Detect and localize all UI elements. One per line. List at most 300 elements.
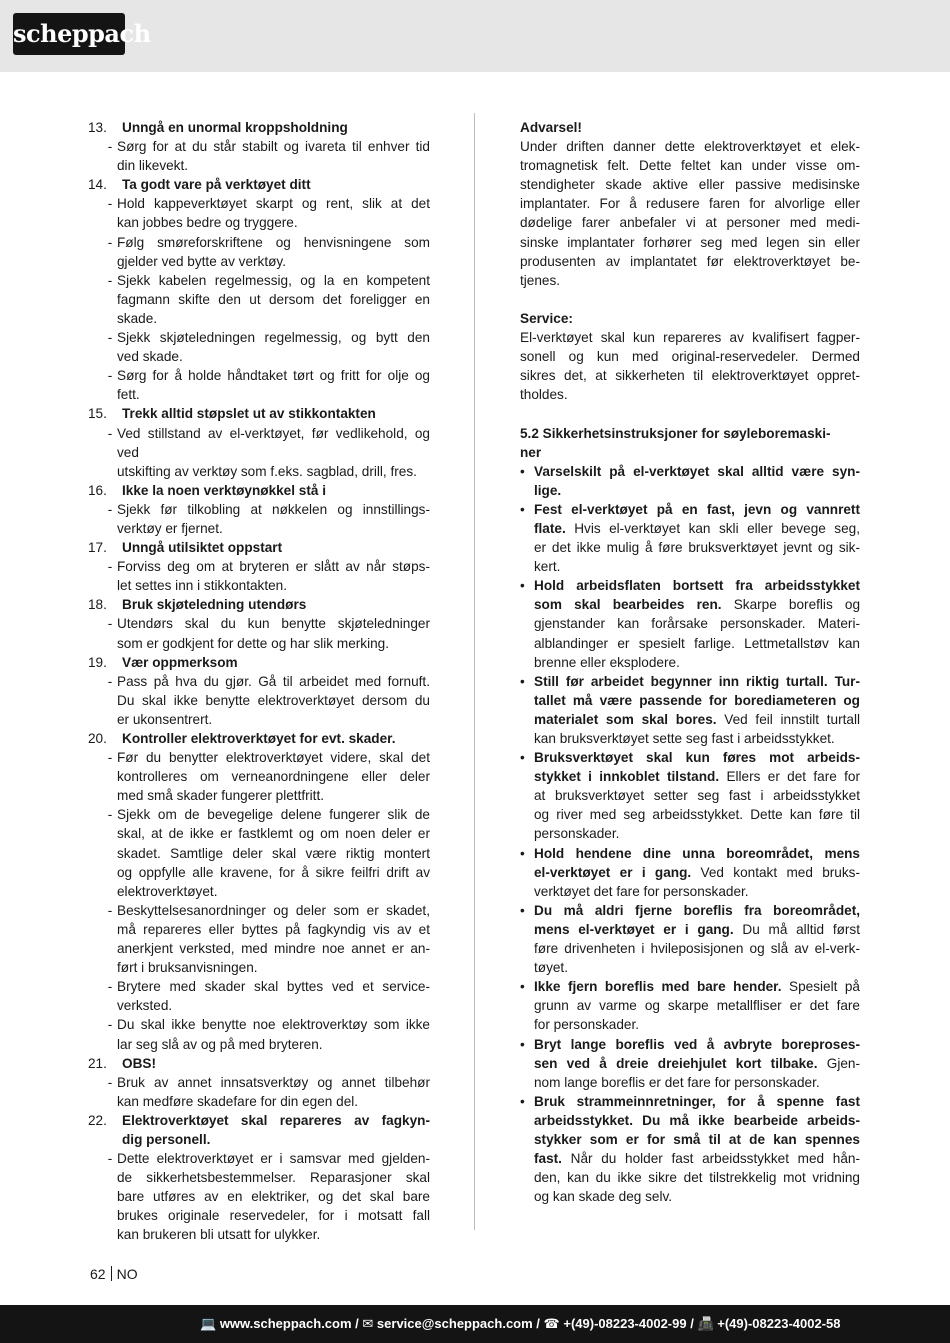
dash-marker	[88, 366, 117, 385]
bullet-marker	[520, 481, 534, 500]
list-item	[88, 500, 430, 519]
bullet-continuation	[520, 767, 860, 786]
bullet-text	[534, 1149, 860, 1168]
bullet-item	[520, 748, 860, 767]
right-column	[520, 118, 860, 1206]
bullet-text	[534, 824, 860, 843]
bullet-marker: •	[520, 463, 525, 479]
dash-marker	[88, 805, 117, 824]
bullet-marker	[520, 767, 534, 786]
list-item-continuation: utskifting av verktøy som f.eks. sagblad, drill, fres.	[117, 463, 417, 479]
bullet-text	[534, 691, 860, 710]
bullet-marker: •	[520, 1093, 525, 1109]
bullet-item	[520, 1035, 860, 1054]
dash-marker	[88, 271, 117, 290]
header-bar	[0, 0, 950, 72]
bullet-continuation	[520, 729, 860, 748]
bold-text: Varselskilt på el-verktøyet skal alltid være syn-	[534, 463, 860, 479]
bullet-marker	[520, 1015, 534, 1034]
text-line	[520, 118, 860, 137]
bullet-marker: •	[520, 578, 525, 594]
section-heading	[88, 118, 430, 137]
bullet-marker	[520, 939, 534, 958]
bold-text: Du må aldri fjerne boreflis fra boreområdet,	[534, 902, 860, 918]
web-icon: 💻	[200, 1316, 217, 1331]
bullet-marker	[520, 824, 534, 843]
list-item-continuation: brukes originale reservedeler, for i motsatt fall	[117, 1208, 430, 1224]
bullet-continuation	[520, 805, 860, 824]
bullet-text	[534, 1054, 860, 1073]
bullet-text	[534, 710, 860, 729]
dash-marker	[88, 328, 117, 347]
footer-phone: +(49)-08223-4002-99 /	[563, 1316, 694, 1331]
bold-text: ner	[520, 444, 542, 460]
bullet-continuation	[520, 1130, 860, 1149]
section-heading-text: Vær oppmerksom	[122, 654, 238, 670]
list-item-text: Sørg for at du står stabilt og ivareta til enhver tid	[117, 139, 430, 155]
mail-icon: ✉	[362, 1316, 374, 1331]
dash-marker	[88, 233, 117, 252]
list-item	[88, 328, 430, 347]
dash-glyph: -	[107, 368, 113, 384]
list-item-continuation: verktøy er fjernet.	[117, 520, 223, 536]
list-item-continuation: er ukonsentrert.	[117, 711, 213, 727]
scheppach-logo: scheppach	[13, 13, 125, 55]
dash-glyph: -	[107, 330, 113, 346]
section-heading-text: OBS!	[122, 1055, 156, 1071]
dash-marker	[88, 500, 117, 519]
regular-text: dødelige farer anbefaler vi at personer med medi-	[520, 215, 860, 231]
bullet-item	[520, 672, 860, 691]
section-heading	[88, 729, 430, 748]
bold-text: Fest el-verktøyet på en fast, jevn og vannrett	[534, 501, 860, 517]
list-item	[88, 557, 430, 576]
bullet-marker: •	[520, 1036, 525, 1052]
regular-text: og kan skade deg selv.	[534, 1189, 673, 1205]
regular-text: nom lange boreflis er det fare for personskader.	[534, 1074, 820, 1090]
list-item-continuation: din likevekt.	[117, 158, 189, 174]
section-number: 13.	[88, 120, 107, 135]
regular-text: kert.	[534, 559, 561, 575]
bold-text: Bruk strammeinnretninger, for å spenne fast	[534, 1093, 860, 1109]
bullet-continuation	[520, 863, 860, 882]
bullet-marker: •	[520, 750, 525, 766]
regular-text: alblandinger er spesielt farlige. Lettmetallstøv kan	[534, 635, 860, 651]
bullet-marker: •	[520, 902, 525, 918]
bullet-marker: •	[520, 501, 525, 517]
list-item-continuation: lar seg slå av og på med bryteren.	[117, 1036, 323, 1052]
text-line	[520, 194, 860, 213]
bold-text: flate.	[534, 520, 566, 536]
bullet-text	[534, 576, 860, 595]
bullet-text	[534, 1168, 860, 1187]
bullet-marker	[520, 1187, 534, 1206]
regular-text: føre drivenheten i hvileposisjonen og slå av el-verk-	[534, 941, 860, 957]
bullet-marker	[520, 805, 534, 824]
dash-glyph: -	[107, 673, 113, 689]
list-item-text: Ved stillstand av el-verktøyet, før vedlikehold, og ved	[117, 425, 430, 460]
list-item-continuation: let settes inn i stikkontakten.	[117, 578, 288, 594]
bullet-marker	[520, 1149, 534, 1168]
list-item-continuation: de sikkerhetsbestemmelser. Reparasjoner skal	[117, 1170, 430, 1186]
regular-text: Gjen-	[817, 1055, 860, 1071]
text-line	[520, 233, 860, 252]
paragraph-gap	[520, 290, 860, 309]
regular-text: El-verktøyet skal kun repareres av kvalifisert fagper-	[520, 330, 860, 346]
fax-icon: 📠	[697, 1316, 714, 1331]
list-item-continuation: elektroverktøyet.	[117, 883, 218, 899]
bold-text: Advarsel!	[520, 120, 582, 135]
bullet-continuation	[520, 1168, 860, 1187]
section-heading-text: Unngå en unormal kroppsholdning	[122, 120, 348, 135]
bullet-text	[534, 614, 860, 633]
regular-text: den, kan du ikke sikre det tilstrekkelig mot vridning	[534, 1170, 860, 1186]
list-item-continuation: skadet. Samtlige deler skal være riktig montert	[117, 845, 430, 861]
dash-marker	[88, 194, 117, 213]
text-line	[520, 424, 860, 443]
section-heading-text: Elektroverktøyet skal repareres av fagkyn-	[122, 1112, 430, 1128]
section-number: 20.	[88, 731, 107, 746]
regular-text: sikres det, at sikkerheten til elektroverktøyet oppret-	[520, 368, 860, 384]
bullet-marker	[520, 1111, 534, 1130]
text-line	[520, 271, 860, 290]
list-item-text: Sjekk om de bevegelige delene fungerer slik de	[117, 807, 430, 823]
dash-marker	[88, 748, 117, 767]
bullet-text	[534, 901, 860, 920]
bullet-marker	[520, 920, 534, 939]
bullet-marker	[520, 519, 534, 538]
bullet-text	[534, 844, 860, 863]
bullet-text	[534, 538, 860, 557]
bold-text: Bryt lange boreflis ved å avbryte boreproses-	[534, 1036, 860, 1052]
bullet-text	[534, 1111, 860, 1130]
page-language: NO	[116, 1266, 138, 1282]
list-item	[88, 1015, 430, 1034]
list-item-continuation: skal, at de ikke er fastklemt og om noen deler er	[117, 826, 430, 842]
text-line	[520, 347, 860, 366]
bullet-marker	[520, 863, 534, 882]
regular-text: Under driften danner dette elektroverktøyet et elek-	[520, 139, 860, 155]
bullet-text	[534, 729, 860, 748]
list-item-text: Du skal ikke benytte noe elektroverktøy som ikke	[117, 1017, 430, 1033]
bullet-marker	[520, 786, 534, 805]
page-number-separator	[111, 1266, 112, 1281]
footer-website[interactable]: www.scheppach.com /	[219, 1316, 359, 1331]
list-item-continuation: kontrolleres om verneanordningene eller deler	[117, 769, 430, 785]
dash-glyph: -	[107, 234, 113, 250]
section-heading	[88, 1130, 430, 1149]
bullet-item	[520, 576, 860, 595]
text-line	[520, 385, 860, 404]
regular-text: tjenes.	[520, 272, 561, 288]
section-number: 15.	[88, 406, 107, 422]
list-item-continuation: gjelder ved bytte av verktøy.	[117, 253, 286, 269]
list-item	[88, 748, 430, 767]
list-item	[88, 672, 430, 691]
paragraph-gap	[520, 404, 860, 423]
regular-text: sonell og kun med original-reservedeler. Dermed	[520, 349, 860, 365]
section-number: 18.	[88, 597, 107, 613]
section-number: 14.	[88, 177, 107, 193]
section-number: 19.	[88, 654, 107, 670]
bullet-continuation	[520, 1054, 860, 1073]
list-item-text: Sjekk skjøteledningen regelmessig, og bytt den	[117, 330, 430, 346]
bullet-text	[534, 1035, 860, 1054]
bullet-marker	[520, 958, 534, 977]
bullet-continuation	[520, 538, 860, 557]
regular-text: personskader.	[534, 826, 620, 842]
bullet-text	[534, 481, 860, 500]
bullet-continuation	[520, 1073, 860, 1092]
page-number	[90, 1265, 138, 1283]
regular-text: er det ikke mulig å føre bruksverktøyet jevnt og sik-	[534, 540, 860, 556]
text-line	[520, 175, 860, 194]
list-item-text: Bruk av annet innsatsverktøy og annet tilbehør	[117, 1074, 430, 1090]
dash-glyph: -	[107, 616, 113, 632]
list-item-text: Sjekk før tilkobling at nøkkelen og innstillings-	[117, 501, 430, 517]
list-item	[88, 194, 430, 213]
bullet-marker	[520, 538, 534, 557]
footer-fax: +(49)-08223-4002-58	[717, 1316, 841, 1331]
regular-text: og river med seg arbeidsstykket. Dette kan føre til	[534, 807, 860, 823]
bullet-marker	[520, 729, 534, 748]
section-number	[88, 1130, 122, 1149]
list-item-text: Utendørs skal du kun benytte skjøteledninger	[117, 616, 430, 632]
list-item-continuation: fett.	[117, 387, 140, 403]
regular-text: tholdes.	[520, 387, 568, 403]
list-item-continuation: og oppfylle alle kravene, for å sikre feilfri drift av	[117, 864, 430, 880]
regular-text: verktøyet det fare for personskader.	[534, 883, 749, 899]
list-item-continuation: fagmann skifte den ut dersom det foreligger en	[117, 291, 430, 307]
regular-text: grunn av varme og skarpe metallfliser er det fare	[534, 998, 860, 1014]
bold-text: sen ved å dreie dreiehjulet kort tilbake.	[534, 1055, 818, 1071]
bullet-continuation	[520, 595, 860, 614]
bullet-text	[534, 672, 860, 691]
bullet-marker	[520, 1073, 534, 1092]
list-item-continuation: kan medføre skadefare for din egen del.	[117, 1093, 359, 1109]
bullet-item	[520, 500, 860, 519]
bullet-continuation	[520, 481, 860, 500]
bullet-item	[520, 844, 860, 863]
left-column	[88, 118, 430, 1245]
text-line	[520, 137, 860, 156]
column-divider	[474, 113, 475, 1230]
bullet-text	[534, 462, 860, 481]
dash-glyph: -	[107, 272, 113, 288]
bullet-text	[534, 939, 860, 958]
list-item	[88, 901, 430, 920]
dash-glyph: -	[107, 1151, 113, 1167]
list-item	[88, 805, 430, 824]
section-number: 16.	[88, 482, 107, 498]
section-heading-text: dig personell.	[122, 1131, 211, 1147]
dash-marker	[88, 1149, 117, 1168]
bullet-marker	[520, 595, 534, 614]
dash-glyph: -	[107, 501, 113, 517]
regular-text: Ved kontakt med bruks-	[691, 864, 860, 880]
bullet-text	[534, 1092, 860, 1111]
footer-bar	[0, 1305, 950, 1343]
dash-glyph: -	[107, 425, 113, 441]
list-item-continuation: ved skade.	[117, 349, 183, 365]
bullet-text	[534, 1073, 860, 1092]
bullet-continuation	[520, 939, 860, 958]
bold-text: fast.	[534, 1151, 562, 1167]
bullet-continuation	[520, 691, 860, 710]
bold-text: Bruksverktøyet skal kun føres mot arbeids-	[534, 750, 860, 766]
list-item-continuation: bare utføres av en elektriker, og det skal bare	[117, 1189, 430, 1205]
bullet-marker: •	[520, 979, 525, 995]
section-heading-text: Kontroller elektroverktøyet for evt. skader.	[122, 731, 396, 746]
bullet-text	[534, 500, 860, 519]
bold-text: 5.2 Sikkerhetsinstruksjoner for søyleboremaski-	[520, 425, 831, 441]
bullet-marker: •	[520, 845, 525, 861]
section-heading	[88, 538, 430, 557]
bullet-continuation	[520, 996, 860, 1015]
list-item-text: Pass på hva du gjør. Gå til arbeidet med fornuft.	[117, 673, 430, 689]
bullet-continuation	[520, 1111, 860, 1130]
regular-text: Skarpe boreflis og	[721, 597, 861, 613]
bullet-continuation	[520, 1149, 860, 1168]
list-item-continuation: anerkjent verksted, med mindre noe annet er an-	[117, 941, 430, 957]
bullet-marker	[520, 1130, 534, 1149]
regular-text: tromagnetisk felt. Dette feltet kan under visse om-	[520, 158, 860, 174]
bullet-continuation	[520, 920, 860, 939]
list-item-continuation: som er godkjent for dette og har slik merking.	[117, 635, 390, 651]
section-heading-text: Bruk skjøteledning utendørs	[122, 597, 307, 613]
list-item	[88, 1073, 430, 1092]
section-number: 22.	[88, 1112, 107, 1128]
dash-glyph: -	[107, 902, 113, 918]
dash-glyph: -	[107, 750, 113, 766]
bullet-item	[520, 977, 860, 996]
bold-text: materialet som skal bores.	[534, 711, 717, 727]
bullet-text	[534, 996, 860, 1015]
list-item-text: Før du benytter elektroverktøyet videre, skal det	[117, 750, 430, 766]
text-line	[520, 366, 860, 385]
bullet-text	[534, 805, 860, 824]
list-item-continuation: Du skal ikke benytte elektroverktøyet dersom du	[117, 692, 430, 708]
bold-text: mens el-verktøyet er i gang.	[534, 921, 734, 937]
bold-text: Still før arbeidet begynner inn riktig turtall. Tur-	[534, 673, 860, 689]
bold-text: stykker som er for små til at de kan spennes	[534, 1131, 860, 1147]
bullet-text	[534, 767, 860, 786]
bold-text: arbeidsstykket. Du må ikke bearbeide arbeids-	[534, 1112, 860, 1128]
bullet-continuation	[520, 1015, 860, 1034]
list-item-text: Hold kappeverktøyet skarpt og rent, slik at det	[117, 196, 430, 212]
section-heading	[88, 595, 430, 614]
list-item	[88, 137, 430, 156]
text-line	[520, 213, 860, 232]
section-number: 21.	[88, 1055, 107, 1071]
regular-text: produsenten av implantatet før elektroverktøyet be-	[520, 253, 860, 269]
bullet-continuation	[520, 710, 860, 729]
regular-text: Spesielt på	[781, 979, 860, 995]
bullet-text	[534, 977, 860, 996]
section-heading	[88, 481, 430, 500]
bullet-marker	[520, 996, 534, 1015]
dash-marker	[88, 557, 117, 576]
dash-marker	[88, 424, 117, 462]
list-item	[88, 1149, 430, 1168]
section-heading	[88, 1054, 430, 1073]
dash-glyph: -	[107, 1017, 113, 1033]
regular-text: Du må alltid først	[733, 921, 860, 937]
regular-text: implantater. For å redusere faren for alvorlige eller	[520, 196, 860, 212]
bullet-item	[520, 901, 860, 920]
regular-text: Når du holder fast arbeidsstykket med hån-	[561, 1151, 860, 1167]
regular-text: sinske implantater forhører seg med legen sin eller	[520, 234, 860, 250]
bold-text: Hold hendene dine unna boreområdet, mens	[534, 845, 860, 861]
footer-email[interactable]: service@scheppach.com /	[376, 1316, 540, 1331]
list-item	[88, 614, 430, 633]
bullet-marker	[520, 710, 534, 729]
bullet-text	[534, 958, 860, 977]
dash-marker	[88, 614, 117, 633]
dash-marker	[88, 1073, 117, 1092]
bullet-text	[534, 595, 860, 614]
list-item	[88, 233, 430, 252]
text-line	[520, 156, 860, 175]
section-heading	[88, 1111, 430, 1130]
list-item-continuation: skade.	[117, 310, 158, 326]
list-item-text: Forviss deg om at bryteren er slått av når støps-	[117, 559, 430, 575]
list-item-text: Brytere med skader skal byttes ved et service-	[117, 979, 430, 995]
bold-text: el-verktøyet er i gang.	[534, 864, 692, 880]
dash-glyph: -	[107, 196, 113, 212]
bullet-text	[534, 1187, 860, 1206]
bold-text: Hold arbeidsflaten bortsett fra arbeidsstykket	[534, 578, 860, 594]
dash-glyph: -	[107, 979, 113, 995]
bullet-text	[534, 519, 860, 538]
bold-text: som skal bearbeides ren.	[534, 597, 722, 613]
text-line	[520, 328, 860, 347]
regular-text: at bruksverktøyet setter seg fast i arbeidsstykket	[534, 788, 860, 804]
bullet-marker	[520, 614, 534, 633]
bullet-item	[520, 462, 860, 481]
dash-glyph: -	[107, 559, 113, 575]
page-number-value: 62	[90, 1266, 106, 1282]
bullet-text	[534, 863, 860, 882]
list-item-text: Følg smøreforskriftene og henvisningene som	[117, 234, 430, 250]
bullet-text	[534, 1130, 860, 1149]
text-line	[520, 309, 860, 328]
bullet-marker	[520, 557, 534, 576]
bullet-continuation	[520, 882, 860, 901]
bullet-text	[534, 557, 860, 576]
text-line	[520, 252, 860, 271]
section-heading-text: Unngå utilsiktet oppstart	[122, 540, 283, 556]
dash-marker	[88, 137, 117, 156]
section-heading-text: Ta godt vare på verktøyet ditt	[122, 177, 311, 193]
bullet-text	[534, 634, 860, 653]
bullet-continuation	[520, 614, 860, 633]
bullet-continuation	[520, 958, 860, 977]
list-item-continuation: kan jobbes bedre og tryggere.	[117, 215, 298, 231]
bullet-text	[534, 748, 860, 767]
bullet-marker	[520, 1054, 534, 1073]
bullet-marker: •	[520, 673, 525, 689]
bold-text: tallet må være passende for borediameteren og	[534, 692, 860, 708]
bullet-continuation	[520, 653, 860, 672]
phone-icon: ☎	[543, 1316, 560, 1331]
bold-text: Ikke fjern boreflis med bare hender.	[534, 979, 782, 995]
list-item-continuation: verksted.	[117, 998, 173, 1014]
bullet-continuation	[520, 519, 860, 538]
bullet-text	[534, 786, 860, 805]
regular-text: Ellers er det fare for	[719, 769, 860, 785]
list-item-continuation: kan brukeren bli utsatt for ulykker.	[117, 1227, 321, 1243]
